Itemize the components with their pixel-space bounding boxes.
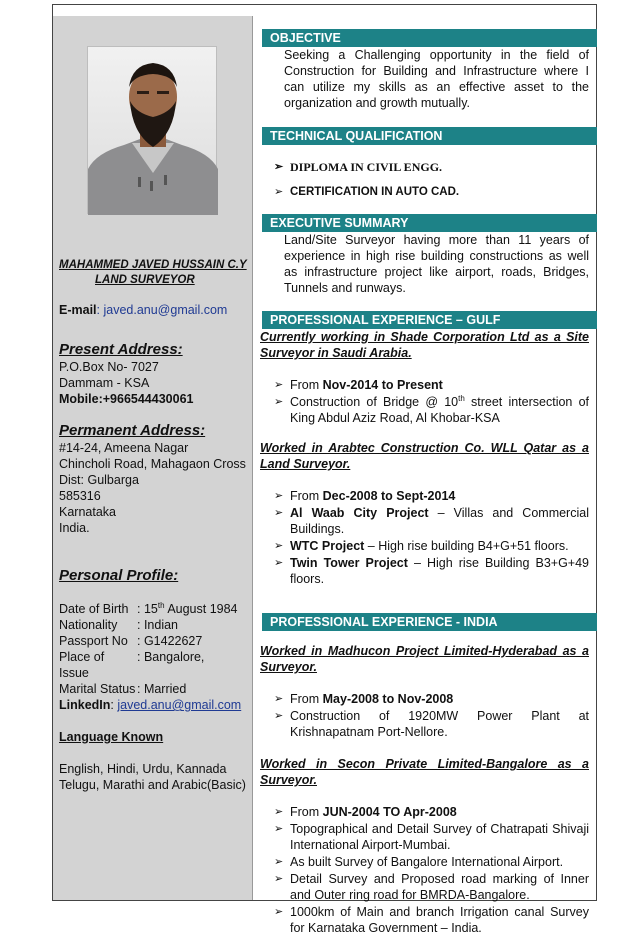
list-item: ➢ From Dec-2008 to Sept-2014 [274, 488, 589, 504]
list-item: ➢ Detail Survey and Proposed road marking of Inner and Outer ring road for BMRDA-Bangalore. [274, 871, 589, 903]
dob-value: : 15th August 1984 [137, 600, 238, 616]
marital-status-label: Marital Status [59, 682, 136, 696]
profile-photo [87, 46, 217, 214]
marital-status-value: : Married [137, 682, 187, 696]
language-heading: Language Known [59, 730, 164, 744]
email-link[interactable]: javed.anu@gmail.com [103, 303, 228, 317]
passport-value: : G1422627 [137, 634, 203, 648]
dob-label: Date of Birth [59, 602, 129, 616]
india-role-1-list [260, 691, 597, 740]
list-item: ➢ 1000km of Main and branch Irrigation canal Survey for Karnataka Government – India. [274, 904, 589, 936]
technical-heading: TECHNICAL QUALIFICATION [262, 127, 597, 145]
list-item: ➢ From May-2008 to Nov-2008 [274, 691, 589, 707]
list-item: ➢ Topographical and Detail Survey of Chatrapati Shivaji International Airport-Mumbai. [274, 821, 589, 853]
summary-text: Land/Site Surveyor having more than 11 years of experience in high rise building constructions as well as infrastructure project like airport, roads, Bridges, Tunnels and runways. [284, 233, 589, 295]
linkedin-link[interactable]: javed.anu@gmail.com [117, 698, 242, 712]
email-label: E-mail [59, 303, 97, 317]
objective-text: Seeking a Challenging opportunity in the field of Construction for Building and Infrastructure where I can utilize my skills as an effective asset to the organization and growth mutually. [284, 48, 589, 110]
list-item: ➢ Construction of Bridge @ 10th street intersection of King Abdul Aziz Road, Al Khobar-KSA [274, 394, 589, 426]
india-role-1: Worked in Madhucon Project Limited-Hyderabad as a Surveyor. [260, 644, 589, 674]
person-silhouette [88, 47, 218, 215]
list-item: ➢ From Nov-2014 to Present [274, 377, 589, 393]
nationality-value: : Indian [137, 618, 179, 632]
technical-list [260, 159, 597, 175]
candidate-title: LAND SURVEYOR [95, 274, 195, 286]
india-heading: PROFESSIONAL EXPERIENCE - INDIA [262, 613, 597, 631]
permanent-address-line: Karnataka [59, 505, 116, 519]
language-line2: Telugu, Marathi and Arabic(Basic) [59, 778, 246, 792]
permanent-address-line: Dist: Gulbarga [59, 473, 139, 487]
list-item: ➢ From JUN-2004 TO Apr-2008 [274, 804, 589, 820]
marital-status-row [59, 681, 251, 697]
present-address-line2: Dammam - KSA [59, 376, 150, 390]
gulf-role-2: Worked in Arabtec Construction Co. WLL Qatar as a Land Surveyor. [260, 441, 589, 471]
nationality-label: Nationality [59, 618, 118, 632]
objective-heading: OBJECTIVE [262, 29, 597, 47]
permanent-address-line: Chincholi Road, Mahagaon Cross [59, 457, 246, 471]
linkedin-row: LinkedIn: javed.anu@gmail.com [59, 698, 242, 712]
dob-row [59, 601, 251, 617]
list-item: ➢ CERTIFICATION IN AUTO CAD. [274, 184, 589, 200]
language-line1: English, Hindi, Urdu, Kannada [59, 762, 227, 776]
place-of-issue-value: : Bangalore, [137, 650, 205, 664]
place-of-issue-label: Place of Issue [59, 650, 105, 680]
personal-profile-heading: Personal Profile: [59, 567, 179, 584]
summary-heading: EXECUTIVE SUMMARY [262, 214, 597, 232]
linkedin-label: LinkedIn [59, 698, 111, 712]
list-item: ➢ Twin Tower Project – High rise Building B3+G+49 floors. [274, 555, 589, 587]
present-address-heading: Present Address: [59, 341, 183, 358]
passport-label: Passport No [59, 634, 128, 648]
list-item: ➢ As built Survey of Bangalore International Airport. [274, 854, 589, 870]
gulf-role-2-list [260, 488, 597, 587]
list-item: ➢ DIPLOMA IN CIVIL ENGG. [274, 159, 589, 175]
permanent-address-heading: Permanent Address: [59, 422, 206, 439]
india-role-2: Worked in Secon Private Limited-Bangalore as a Surveyor. [260, 757, 589, 787]
technical-list [260, 184, 597, 200]
permanent-address-line: 585316 [59, 489, 101, 503]
mobile-number: Mobile:+966544430061 [59, 392, 194, 406]
candidate-name: MAHAMMED JAVED HUSSAIN C.Y [59, 259, 247, 271]
permanent-address-line: #14-24, Ameena Nagar [59, 441, 189, 455]
list-item: ➢ WTC Project – High rise building B4+G+51 floors. [274, 538, 589, 554]
nationality-row [59, 617, 251, 633]
gulf-role-1-list [260, 377, 597, 426]
india-role-2-list [260, 804, 597, 936]
permanent-address-line: India. [59, 521, 90, 535]
gulf-heading: PROFESSIONAL EXPERIENCE – GULF [262, 311, 597, 329]
place-of-issue-row [59, 649, 251, 681]
list-item: ➢ Al Waab City Project – Villas and Commercial Buildings. [274, 505, 589, 537]
sidebar [53, 16, 253, 900]
passport-row [59, 633, 251, 649]
gulf-role-1: Currently working in Shade Corporation Ltd as a Site Surveyor in Saudi Arabia. [260, 330, 589, 360]
main-content [260, 16, 597, 937]
list-item: ➢ Construction of 1920MW Power Plant at Krishnapatnam Port-Nellore. [274, 708, 589, 740]
sidebar-content [59, 258, 251, 793]
present-address-line1: P.O.Box No- 7027 [59, 360, 159, 374]
email-row: E-mail: javed.anu@gmail.com [59, 303, 228, 317]
